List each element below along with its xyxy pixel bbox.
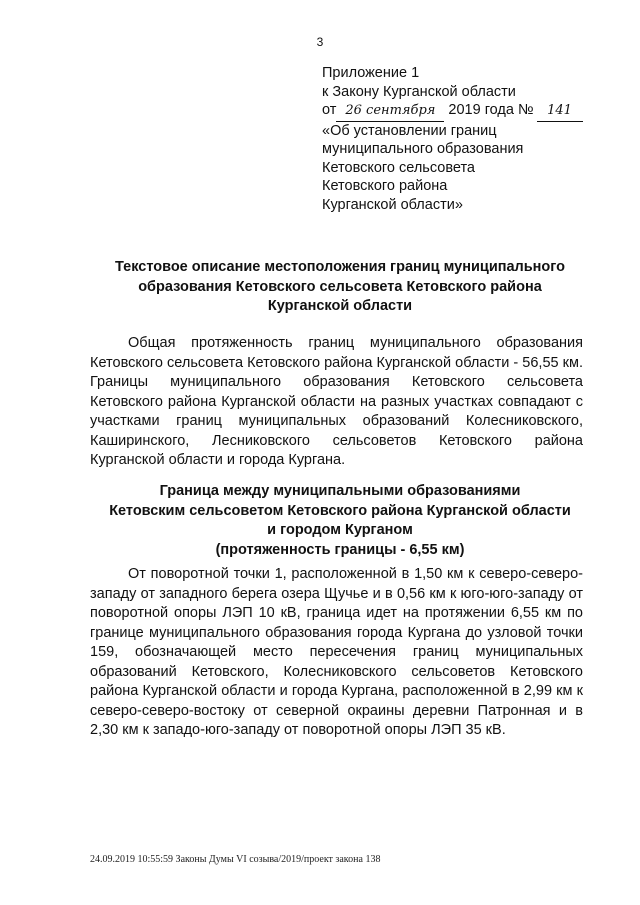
section2-title-line: (протяженность границы - 6,55 км)	[215, 541, 465, 558]
appendix-date-line	[322, 101, 622, 122]
section2-body	[90, 565, 583, 741]
section1-title-line: Курганской области	[267, 298, 413, 314]
section1-body	[90, 334, 583, 471]
appendix-law-title-3: Кетовского сельсовета	[322, 159, 475, 176]
section1-title-line: Текстовое описание местоположения границ муниципального	[115, 259, 565, 275]
appendix-law-title-1: «Об установлении границ	[322, 122, 497, 139]
handwritten-law-number: 141	[537, 102, 583, 122]
section1-title	[80, 258, 600, 317]
page-number: 3	[316, 35, 324, 49]
section2-title-line: Граница между муниципальными образованиями	[159, 483, 521, 499]
section2-title	[80, 482, 600, 560]
appendix-law-title-4: Кетовского района	[322, 178, 448, 194]
footer-stamp: 24.09.2019 10:55:59 Законы Думы VI созыва/2019/проект закона 138	[90, 854, 381, 865]
appendix-law-title-2: муниципального образования	[322, 141, 524, 157]
appendix-law-reference: к Закону Курганской области	[322, 83, 516, 100]
section2-title-line: Кетовским сельсоветом Кетовского района Курганской области	[109, 502, 571, 519]
section1-title-line: образования Кетовского сельсовета Кетовского района	[138, 278, 542, 295]
handwritten-date: 26 сентября	[336, 102, 444, 122]
year-text: 2019 года №	[448, 102, 534, 118]
section1-paragraph: Общая протяженность границ муниципального образования Кетовского сельсовета Кетовского района Курганской области - 56,55 км. Границы муниципального образования Кетовского сельсовета Кетовского района Курганской области на разных участках совпадают с участками границ муниципальных образований Колесниковского, Каширинского, Лесниковского сельсоветов Кетовского района Курганской области и города Кургана.	[90, 335, 583, 468]
section2-title-line: и городом Курганом	[267, 522, 413, 538]
appendix-law-title-5: Курганской области»	[322, 196, 463, 213]
section2-paragraph: От поворотной точки 1, расположенной в 1,50 км к северо-северо-западу от западного берега озера Щучье и в 0,56 км к юго-юго-западу от поворотной опоры ЛЭП 10 кВ, граница идет на протяжении 6,55 км по границе муниципального образования города Кургана до узловой точки 159, обозначающей место пересечения границ муниципальных образований Кетовского, Колесниковского сельсоветов Кетовского района Курганской области и города Кургана, расположенной в 2,99 км к северо-северо-востоку от северной окраины деревни Патронная и в 2,30 км к западо-юго-западу от поворотной опоры ЛЭП 35 кВ.	[90, 566, 583, 738]
date-prefix: от	[322, 102, 337, 118]
appendix-header	[322, 64, 622, 214]
appendix-title: Приложение 1	[322, 65, 420, 81]
